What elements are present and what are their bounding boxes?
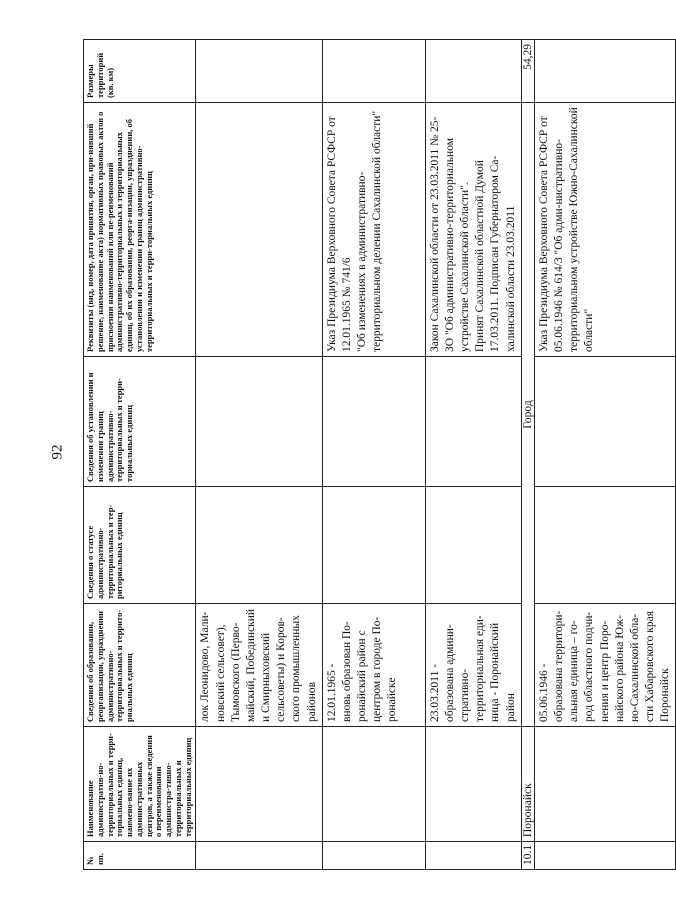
cell-borders: [534, 357, 676, 487]
cell-borders: [322, 357, 425, 487]
header-formation: Сведения об образовании, реорганизации, упразднении административно-территориальных и террито-риальных единиц: [84, 604, 196, 727]
cell-status: [425, 487, 521, 604]
cell-borders: [425, 357, 521, 487]
cell-status: [196, 487, 322, 604]
rotated-page-content: [83, 40, 672, 870]
cell-area: [322, 40, 425, 103]
cell-acts: Закон Сахалинской области от 23.03.2011 № 25-ЗО "Об административно-территориальном устройстве Сахалинской области". Принят Сахалинской областной Думой 17.03.2011. Подписан Губернатором Са-халинской области 23.03.2011: [425, 103, 521, 357]
cell-acts: Указ Президиума Верховного Совета РСФСР от 05.06.1946 № 614/3 "Об адми-нистративно-территориальном устройстве Южно-Сахалинской области": [534, 103, 676, 357]
table-header-row: [84, 40, 196, 870]
cell-num: [322, 842, 425, 870]
cell-name: [196, 727, 322, 842]
unit-heading-row: [521, 40, 534, 870]
cell-formation: 05.06.1946 - образована территори-альная единица – го-род областного подчи-нения и центр Поро-найского района Юж-но-Сахалинской обла-сти Хабаровского края Поронайск: [534, 604, 676, 727]
cell-num: [534, 842, 676, 870]
cell-area: [534, 40, 676, 103]
cell-name: Поронайск: [521, 727, 534, 842]
header-area: Размеры территорий (кв. км): [84, 40, 196, 103]
cell-unit-type: Город: [521, 103, 534, 727]
cell-formation: 23.03.2011 - образована админи-стративно-территориальная еди-ница - Поронайский район: [425, 604, 521, 727]
table-row: [196, 40, 322, 870]
table-row: [322, 40, 425, 870]
cell-area: [196, 40, 322, 103]
cell-formation: 12.01.1965 - вновь образован По-ронайский район с центром в городе По-ронайске: [322, 604, 425, 727]
cell-name: [534, 727, 676, 842]
cell-status: [534, 487, 676, 604]
cell-num: [196, 842, 322, 870]
cell-formation: лок Леонидово, Мали-новский сельсовет), Тымовского (Перво-майский, Побединский и Смирныховский сельсоветы) и Коров-ского промышленных районов: [196, 604, 322, 727]
cell-acts: [196, 103, 322, 357]
header-name: Наименование административ-но-территориальных и терри-ториальных единиц, наимено-вание их административных центров, а также сведения о переименовании администра-тивно-территориальных и территориальных единиц: [84, 727, 196, 842]
cell-borders: [196, 357, 322, 487]
header-num: № пп.: [84, 842, 196, 870]
cell-name: [425, 727, 521, 842]
cell-area: [425, 40, 521, 103]
cell-num: 10.1: [521, 842, 534, 870]
cell-num: [425, 842, 521, 870]
cell-area: 54,29: [521, 40, 534, 103]
header-status: Сведения о статусе административно-территориальных и тер-риториальных единиц: [84, 487, 196, 604]
cell-acts: Указ Президиума Верховного Совета РСФСР от 12.01.1965 № 741/6 "Об изменениях в административно-территориальном делении Сахалинской области": [322, 103, 425, 357]
table-row: [534, 40, 676, 870]
table-row: [425, 40, 521, 870]
header-acts: Реквизиты (вид, номер, дата принятия, орган, при-нявший решение, наименование акта) нормативных правовых актов о присвоении наименований или пе-реименований административно-территориальных и территориальных единиц, об их образовании, реорга-низации, упразднении, об установлении и изменении границ административно-территориальных и терри-ториальных единиц: [84, 103, 196, 357]
header-borders: Сведения об установлении и изменении границ административно-территориальных и терри-ториальных единиц: [84, 357, 196, 487]
territorial-units-table: [83, 39, 676, 870]
page-number: 92: [49, 444, 66, 460]
cell-status: [322, 487, 425, 604]
cell-name: [322, 727, 425, 842]
